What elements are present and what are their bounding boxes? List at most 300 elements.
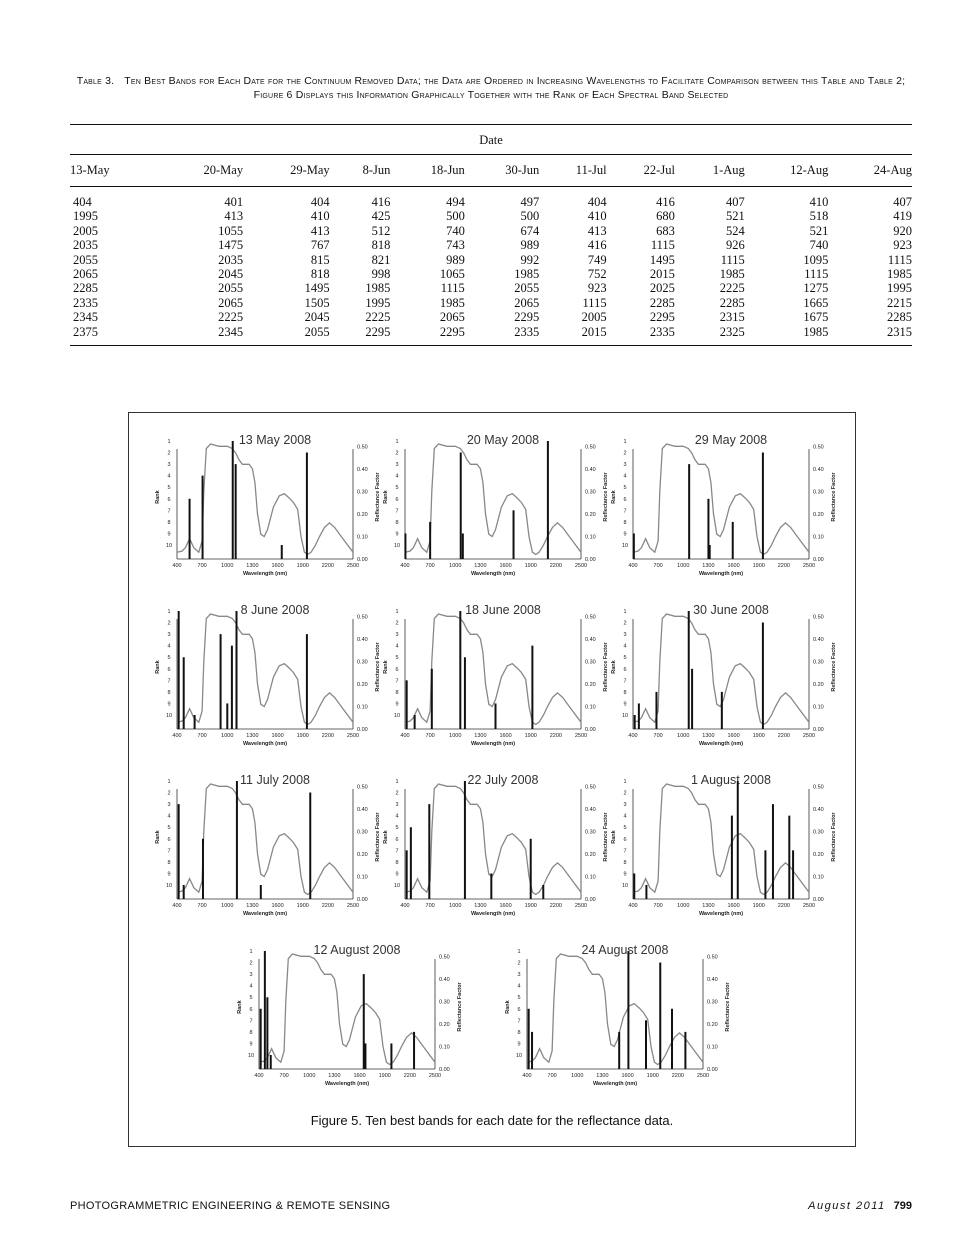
table-cell: 1985	[514, 267, 540, 282]
reflectance-tick-label: 0.30	[357, 659, 368, 666]
wavelength-tick-label: 2200	[671, 1073, 684, 1079]
table-cell: 2285	[649, 295, 675, 310]
wavelength-tick-label: 700	[425, 903, 435, 909]
reflectance-curve	[633, 784, 809, 895]
table-cell: 2055	[73, 252, 98, 267]
wavelength-tick-label: 1000	[221, 563, 234, 569]
table-cell: 416	[656, 195, 675, 209]
reflectance-tick-label: 0.10	[357, 704, 368, 711]
wavelength-tick-label: 1300	[328, 1073, 341, 1079]
wavelength-tick-label: 2200	[777, 903, 790, 909]
reflectance-axis-label: Reflectance Factor	[831, 812, 837, 862]
table-cell: 2055	[218, 281, 244, 296]
rank-tick-label: 9	[395, 871, 399, 878]
spectral-panel	[383, 773, 609, 917]
reflectance-tick-label: 0.50	[585, 444, 596, 451]
reflectance-tick-label: 0.20	[707, 1021, 718, 1028]
table-row	[70, 187, 912, 210]
reflectance-curve	[405, 444, 581, 555]
rank-tick-label: 4	[167, 813, 171, 820]
x-axis-label: Wavelength (nm)	[698, 911, 744, 917]
reflectance-tick-label: 0.10	[813, 534, 824, 541]
rank-tick-label: 1	[395, 609, 399, 615]
table-caption	[70, 74, 912, 102]
table-cell: 2015	[539, 325, 606, 346]
rank-axis-label: Rank	[155, 660, 161, 674]
wavelength-tick-label: 1000	[571, 1073, 584, 1079]
wavelength-tick-label: 2500	[802, 563, 816, 569]
rank-tick-label: 3	[395, 462, 399, 469]
wavelength-tick-label: 2200	[549, 563, 562, 569]
rank-tick-label: 1	[395, 439, 399, 445]
rank-tick-label: 8	[249, 1029, 253, 1036]
table-cell: 2065	[73, 267, 98, 282]
reflectance-tick-label: 0.20	[439, 1021, 450, 1028]
table-cell: 1095	[803, 252, 829, 267]
panel-title: 12 August 2008	[313, 943, 401, 957]
table-row	[70, 209, 912, 223]
table-cell: 2375	[70, 325, 157, 346]
table-cell: 1065	[439, 267, 465, 282]
rank-tick-label: 7	[167, 848, 171, 855]
rank-tick-label: 10	[393, 543, 401, 549]
rank-tick-label: 1	[167, 609, 171, 615]
rank-tick-label: 5	[623, 655, 627, 662]
panel-title: 29 May 2008	[694, 433, 768, 447]
reflectance-tick-label: 0.20	[357, 851, 368, 858]
rank-axis-label: Rank	[155, 490, 161, 504]
rank-tick-label: 7	[623, 508, 627, 515]
reflectance-tick-label: 0.20	[585, 511, 596, 518]
rank-tick-label: 6	[395, 666, 399, 673]
wavelength-tick-label: 400	[172, 903, 182, 909]
x-axis-label: Wavelength (nm)	[470, 571, 516, 577]
table-cell: 1985	[365, 281, 391, 296]
rank-tick-label: 1	[249, 949, 253, 955]
rank-tick-label: 3	[167, 462, 171, 469]
table-cell: 2295	[330, 325, 391, 346]
reflectance-axis-label: Reflectance Factor	[831, 472, 837, 522]
rank-tick-label: 2	[395, 620, 399, 627]
rank-tick-label: 10	[621, 713, 629, 719]
table-cell: 1495	[304, 281, 330, 296]
rank-tick-label: 10	[247, 1053, 255, 1059]
table-cell: 989	[446, 252, 465, 267]
reflectance-tick-label: 0.00	[357, 897, 368, 903]
table-cell: 2285	[73, 281, 98, 296]
table-cell: 674	[520, 223, 540, 238]
wavelength-tick-label: 2500	[346, 733, 360, 739]
rank-tick-label: 6	[623, 836, 627, 843]
wavelength-tick-label: 700	[197, 733, 207, 739]
column-header: 29-May	[243, 155, 330, 187]
rank-tick-label: 5	[167, 825, 171, 832]
table-cell: 2285	[719, 295, 745, 310]
table-cell: 419	[893, 209, 912, 224]
table-label: Table 3.	[76, 75, 115, 87]
table-cell: 749	[587, 252, 607, 267]
table-cell: 1995	[73, 209, 98, 224]
reflectance-tick-label: 0.40	[585, 466, 596, 473]
rank-tick-label: 9	[517, 1041, 521, 1048]
reflectance-axis-label: Reflectance Factor	[725, 982, 731, 1032]
reflectance-tick-label: 0.00	[439, 1067, 450, 1073]
reflectance-tick-label: 0.50	[439, 954, 450, 961]
reflectance-tick-label: 0.50	[707, 954, 718, 961]
table-cell: 2065	[514, 295, 540, 310]
wavelength-tick-label: 400	[400, 903, 410, 909]
rank-tick-label: 3	[167, 632, 171, 639]
wavelength-tick-label: 1600	[499, 903, 512, 909]
rank-tick-label: 7	[395, 678, 399, 685]
reflectance-tick-label: 0.00	[585, 897, 596, 903]
table-cell: 1475	[218, 238, 244, 253]
date-group-header: Date	[70, 125, 912, 155]
table-cell: 2315	[719, 310, 745, 325]
rank-tick-label: 5	[517, 995, 521, 1002]
rank-tick-label: 7	[623, 678, 627, 685]
table-cell: 413	[224, 209, 244, 224]
column-header: 11-Jul	[539, 155, 606, 187]
rank-tick-label: 9	[167, 531, 171, 538]
table-cell: 404	[310, 195, 330, 209]
rank-axis-label: Rank	[237, 1000, 243, 1014]
table-cell: 2005	[73, 223, 98, 238]
wavelength-tick-label: 400	[400, 563, 410, 569]
rank-tick-label: 10	[393, 713, 401, 719]
rank-tick-label: 10	[165, 883, 173, 889]
rank-tick-label: 4	[623, 813, 627, 820]
rank-tick-label: 9	[623, 701, 627, 708]
rank-tick-label: 1	[167, 779, 171, 785]
table-cell: 413	[587, 223, 607, 238]
panel-title: 24 August 2008	[581, 943, 669, 957]
rank-tick-label: 10	[621, 883, 629, 889]
rank-tick-label: 3	[249, 972, 253, 979]
wavelength-tick-label: 1600	[499, 733, 512, 739]
table-cell: 998	[371, 267, 391, 282]
reflectance-axis-label: Reflectance Factor	[375, 472, 381, 522]
rank-tick-label: 9	[167, 871, 171, 878]
wavelength-tick-label: 400	[628, 563, 638, 569]
wavelength-tick-label: 2500	[346, 903, 360, 909]
reflectance-tick-label: 0.40	[707, 976, 718, 983]
panel-title: 11 July 2008	[240, 773, 310, 787]
reflectance-tick-label: 0.00	[813, 897, 824, 903]
table-cell: 1055	[218, 223, 244, 238]
reflectance-tick-label: 0.10	[585, 704, 596, 711]
reflectance-tick-label: 0.30	[813, 829, 824, 836]
reflectance-tick-label: 0.50	[813, 444, 824, 451]
rank-tick-label: 3	[623, 632, 627, 639]
rank-tick-label: 1	[395, 779, 399, 785]
table-cell: 1115	[440, 281, 465, 296]
rank-tick-label: 6	[517, 1006, 521, 1013]
rank-tick-label: 3	[623, 802, 627, 809]
table-cell: 2065	[218, 295, 244, 310]
rank-tick-label: 10	[393, 883, 401, 889]
rank-tick-label: 3	[517, 972, 521, 979]
table-cell: 2335	[73, 295, 98, 310]
x-axis-label: Wavelength (nm)	[242, 571, 288, 577]
wavelength-tick-label: 400	[400, 733, 410, 739]
reflectance-tick-label: 0.40	[813, 806, 824, 813]
table-cell: 1995	[365, 295, 391, 310]
wavelength-tick-label: 1300	[246, 903, 259, 909]
wavelength-tick-label: 1600	[271, 733, 284, 739]
table-cell: 2325	[675, 325, 745, 346]
wavelength-tick-label: 700	[197, 563, 207, 569]
rank-tick-label: 8	[623, 519, 627, 526]
rank-tick-label: 1	[623, 609, 627, 615]
reflectance-curve	[527, 954, 703, 1065]
wavelength-tick-label: 1300	[474, 733, 487, 739]
rank-tick-label: 6	[167, 836, 171, 843]
rank-tick-label: 9	[395, 701, 399, 708]
table-cell: 521	[726, 209, 745, 224]
x-axis-label: Wavelength (nm)	[324, 1081, 370, 1087]
table-row	[70, 224, 912, 238]
rank-tick-label: 2	[395, 450, 399, 457]
rank-tick-label: 8	[623, 859, 627, 866]
wavelength-tick-label: 1900	[296, 733, 309, 739]
wavelength-tick-label: 1900	[296, 903, 309, 909]
wavelength-tick-label: 1600	[727, 903, 740, 909]
wavelength-tick-label: 400	[172, 733, 182, 739]
rank-tick-label: 2	[623, 450, 627, 457]
wavelength-tick-label: 1900	[296, 563, 309, 569]
table-cell: 416	[587, 238, 607, 253]
reflectance-tick-label: 0.00	[585, 557, 596, 563]
rank-tick-label: 1	[623, 779, 627, 785]
wavelength-tick-label: 1000	[221, 733, 234, 739]
table-cell: 752	[587, 267, 607, 282]
rank-tick-label: 1	[167, 439, 171, 445]
table-cell: 743	[446, 238, 465, 253]
rank-tick-label: 7	[249, 1018, 253, 1025]
reflectance-tick-label: 0.10	[813, 704, 824, 711]
rank-axis-label: Rank	[383, 660, 389, 674]
table-cell: 2035	[73, 238, 98, 253]
reflectance-tick-label: 0.40	[439, 976, 450, 983]
wavelength-tick-label: 400	[522, 1073, 532, 1079]
table-cell: 740	[809, 238, 829, 253]
rank-tick-label: 2	[623, 790, 627, 797]
rank-tick-label: 4	[623, 643, 627, 650]
spectral-panel	[383, 433, 609, 577]
table-cell: 1115	[887, 252, 912, 267]
table-cell: 1985	[719, 267, 745, 282]
column-header: 22-Jul	[607, 155, 675, 187]
rank-tick-label: 2	[517, 960, 521, 967]
table-cell: 2065	[439, 310, 465, 325]
panel-title: 13 May 2008	[238, 433, 312, 447]
wavelength-tick-label: 1000	[449, 563, 462, 569]
reflectance-tick-label: 0.40	[585, 636, 596, 643]
table-cell: 1275	[803, 281, 829, 296]
rank-tick-label: 3	[623, 462, 627, 469]
rank-tick-label: 8	[167, 689, 171, 696]
reflectance-curve	[259, 954, 435, 1065]
wavelength-tick-label: 1300	[474, 903, 487, 909]
wavelength-tick-label: 1600	[727, 733, 740, 739]
panel-title: 1 August 2008	[691, 773, 771, 787]
wavelength-tick-label: 2500	[574, 903, 588, 909]
column-header: 30-Jun	[465, 155, 539, 187]
wavelength-tick-label: 1900	[524, 733, 537, 739]
wavelength-tick-label: 700	[653, 733, 663, 739]
table-cell: 2295	[390, 325, 464, 346]
wavelength-tick-label: 1000	[221, 903, 234, 909]
table-cell: 923	[587, 281, 607, 296]
wavelength-tick-label: 2200	[777, 733, 790, 739]
table-cell: 425	[371, 209, 391, 224]
spectral-panel	[611, 433, 837, 577]
panel-title: 22 July 2008	[467, 773, 539, 787]
wavelength-tick-label: 2500	[346, 563, 360, 569]
wavelength-tick-label: 2200	[321, 733, 334, 739]
table-cell: 404	[73, 195, 92, 209]
wavelength-tick-label: 1300	[702, 903, 715, 909]
rank-tick-label: 5	[249, 995, 253, 1002]
wavelength-tick-label: 1300	[702, 563, 715, 569]
table-cell: 767	[310, 238, 330, 253]
table-cell: 2335	[465, 325, 539, 346]
table-cell: 521	[809, 223, 829, 238]
reflectance-axis-label: Reflectance Factor	[831, 642, 837, 692]
rank-tick-label: 9	[395, 531, 399, 538]
rank-axis-label: Rank	[611, 660, 617, 674]
page-number: 799	[893, 1200, 912, 1212]
reflectance-tick-label: 0.10	[585, 534, 596, 541]
journal-name: PHOTOGRAMMETRIC ENGINEERING & REMOTE SENSING	[70, 1200, 391, 1212]
table-cell: 1985	[439, 295, 465, 310]
rank-tick-label: 3	[167, 802, 171, 809]
reflectance-curve	[405, 784, 581, 895]
table-cell: 1995	[887, 281, 912, 296]
rank-tick-label: 7	[395, 508, 399, 515]
table-cell: 410	[310, 209, 330, 224]
table-cell: 524	[726, 223, 745, 238]
reflectance-axis-label: Reflectance Factor	[375, 642, 381, 692]
reflectance-curve	[177, 614, 353, 725]
wavelength-tick-label: 1300	[246, 733, 259, 739]
rank-tick-label: 7	[517, 1018, 521, 1025]
column-header: 13-May	[70, 155, 157, 187]
table-cell: 2225	[365, 310, 391, 325]
wavelength-tick-label: 2200	[403, 1073, 416, 1079]
rank-tick-label: 10	[165, 713, 173, 719]
reflectance-tick-label: 0.40	[357, 806, 368, 813]
rank-tick-label: 10	[621, 543, 629, 549]
wavelength-tick-label: 400	[172, 563, 182, 569]
wavelength-tick-label: 2200	[549, 903, 562, 909]
table-cell: 1985	[745, 325, 829, 346]
spectral-panel	[611, 603, 837, 747]
wavelength-tick-label: 700	[197, 903, 207, 909]
wavelength-tick-label: 2500	[696, 1073, 710, 1079]
table-cell: 1115	[804, 267, 829, 282]
reflectance-curve	[633, 444, 809, 555]
table-cell: 1675	[803, 310, 829, 325]
table-cell: 821	[371, 252, 391, 267]
rank-tick-label: 5	[395, 485, 399, 492]
reflectance-axis-label: Reflectance Factor	[603, 642, 609, 692]
rank-tick-label: 8	[167, 519, 171, 526]
table-cell: 1115	[650, 238, 675, 253]
rank-tick-label: 5	[623, 825, 627, 832]
reflectance-tick-label: 0.20	[357, 511, 368, 518]
reflectance-tick-label: 0.00	[357, 727, 368, 733]
rank-tick-label: 6	[167, 496, 171, 503]
x-axis-label: Wavelength (nm)	[470, 741, 516, 747]
wavelength-tick-label: 1300	[702, 733, 715, 739]
wavelength-tick-label: 400	[628, 903, 638, 909]
rank-tick-label: 8	[395, 689, 399, 696]
panel-title: 18 June 2008	[465, 603, 541, 617]
table-cell: 500	[446, 209, 465, 224]
rank-axis-label: Rank	[611, 490, 617, 504]
rank-tick-label: 3	[395, 802, 399, 809]
spectral-panel	[383, 603, 609, 747]
reflectance-tick-label: 0.50	[357, 444, 368, 451]
figure-caption: Figure 5. Ten best bands for each date for the reflectance data.	[310, 1113, 674, 1128]
rank-tick-label: 9	[249, 1041, 253, 1048]
table-cell: 1505	[304, 295, 330, 310]
wavelength-tick-label: 1900	[524, 563, 537, 569]
wavelength-tick-label: 1600	[499, 563, 512, 569]
rank-tick-label: 2	[167, 450, 171, 457]
reflectance-tick-label: 0.20	[813, 511, 824, 518]
column-header: 24-Aug	[828, 155, 912, 187]
x-axis-label: Wavelength (nm)	[592, 1081, 638, 1087]
rank-tick-label: 6	[395, 836, 399, 843]
table-cell: 923	[893, 238, 912, 253]
wavelength-tick-label: 1600	[353, 1073, 366, 1079]
wavelength-tick-label: 700	[425, 733, 435, 739]
reflectance-tick-label: 0.00	[813, 727, 824, 733]
table-cell: 2055	[243, 325, 330, 346]
rank-tick-label: 2	[167, 620, 171, 627]
reflectance-tick-label: 0.10	[813, 874, 824, 881]
reflectance-tick-label: 0.10	[707, 1044, 718, 1051]
reflectance-tick-label: 0.10	[439, 1044, 450, 1051]
rank-tick-label: 4	[395, 473, 399, 480]
wavelength-tick-label: 1300	[246, 563, 259, 569]
table-cell: 989	[520, 238, 540, 253]
table-cell: 2345	[157, 325, 244, 346]
table-cell: 818	[371, 238, 391, 253]
panel-title: 20 May 2008	[466, 433, 540, 447]
reflectance-tick-label: 0.40	[357, 466, 368, 473]
rank-tick-label: 4	[167, 473, 171, 480]
spectral-panel	[155, 773, 381, 917]
table-cell: 500	[520, 209, 540, 224]
table-row	[70, 281, 912, 295]
x-axis-label: Wavelength (nm)	[242, 741, 288, 747]
wavelength-tick-label: 1000	[449, 733, 462, 739]
table-cell: 1665	[803, 295, 829, 310]
wavelength-tick-label: 1000	[449, 903, 462, 909]
rank-tick-label: 3	[395, 632, 399, 639]
table-cell: 2055	[514, 281, 540, 296]
reflectance-tick-label: 0.40	[585, 806, 596, 813]
table-cell: 1115	[720, 252, 745, 267]
wavelength-tick-label: 1000	[677, 733, 690, 739]
wavelength-tick-label: 1900	[378, 1073, 391, 1079]
spectral-panel	[505, 943, 731, 1087]
table-cell: 410	[587, 209, 607, 224]
